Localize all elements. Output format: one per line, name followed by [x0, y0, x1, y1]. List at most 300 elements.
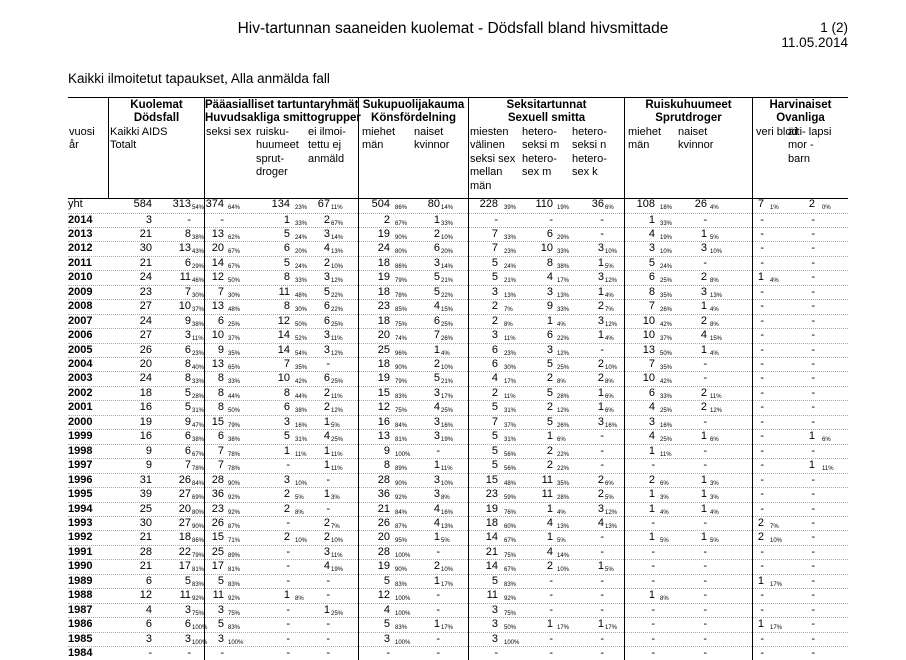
value-cell: - [760, 502, 764, 515]
value-cell: - [600, 343, 604, 356]
value-cell: - [703, 618, 707, 631]
header-group-5 [624, 98, 752, 198]
value-cell: - [651, 603, 655, 616]
value-cell: 3 [597, 271, 604, 284]
value-cell: - [436, 632, 440, 645]
year-cell: yht [68, 198, 83, 210]
percent-cell: 3% [331, 495, 340, 502]
percent-cell: 19% [660, 234, 673, 241]
table-row [68, 617, 848, 631]
value-cell: - [494, 213, 498, 226]
percent-cell: 79% [395, 278, 408, 285]
column-header: ei ilmoi- tettu ej anmäld [308, 126, 346, 165]
percent-cell: 33% [557, 307, 570, 314]
value-cell: - [187, 213, 191, 226]
year-cell: 1999 [68, 430, 93, 443]
value-cell: - [760, 589, 764, 602]
value-cell: 15 [485, 473, 498, 486]
value-cell: 3 [491, 285, 498, 298]
percent-cell: 8% [557, 379, 566, 386]
value-cell: 2 [808, 198, 815, 210]
percent-cell: 4% [710, 509, 719, 516]
percent-cell: 17% [504, 379, 517, 386]
value-cell: 584 [133, 198, 152, 210]
percent-cell: 16% [660, 422, 673, 429]
value-cell: - [703, 589, 707, 602]
value-cell: 4 [491, 372, 498, 385]
value-cell: 8 [184, 372, 191, 385]
percent-cell: 75% [228, 610, 241, 617]
percent-cell: 83% [228, 581, 241, 588]
row-divider [68, 574, 848, 575]
value-cell: 2 [700, 314, 707, 327]
value-cell: 28 [211, 473, 224, 486]
value-cell: 18 [377, 314, 390, 327]
value-cell: 3 [323, 329, 330, 342]
percent-cell: 11% [660, 451, 672, 458]
percent-cell: 12% [331, 408, 344, 415]
percent-cell: 87% [395, 523, 408, 530]
value-cell: 5 [546, 386, 553, 399]
row-divider [68, 487, 848, 488]
value-cell: 10 [642, 314, 655, 327]
percent-cell: 90% [395, 567, 408, 574]
value-cell: - [600, 459, 604, 472]
value-cell: 67 [317, 198, 330, 210]
value-cell: 5 [184, 386, 191, 399]
value-cell: 1 [283, 213, 290, 226]
value-cell: 1 [323, 415, 330, 428]
percent-cell: 16% [441, 509, 454, 516]
value-cell: - [436, 603, 440, 616]
value-cell: - [651, 574, 655, 587]
value-cell: 5 [184, 401, 191, 414]
percent-cell: 38% [557, 263, 570, 270]
value-cell: 11 [179, 271, 191, 284]
year-cell: 1985 [68, 632, 93, 645]
percent-cell: 33% [504, 234, 517, 241]
value-cell: 6 [145, 574, 152, 587]
value-cell: 13 [377, 430, 390, 443]
value-cell: 5 [491, 256, 498, 269]
percent-cell: 12% [331, 278, 344, 285]
value-cell: 6 [491, 343, 498, 356]
value-cell: 4 [323, 430, 330, 443]
value-cell: - [286, 574, 290, 587]
value-cell: - [651, 560, 655, 573]
value-cell: 12 [277, 314, 290, 327]
percent-cell: 83% [504, 581, 517, 588]
value-cell: - [326, 589, 330, 602]
row-divider [68, 386, 848, 387]
value-cell: 17 [211, 560, 224, 573]
value-cell: 1 [597, 560, 604, 573]
value-cell: 21 [139, 256, 152, 269]
percent-cell: 67% [228, 249, 241, 256]
value-cell: 4 [648, 401, 655, 414]
percent-cell: 24% [504, 263, 517, 270]
percent-cell: 10% [295, 538, 308, 545]
value-cell: 23 [485, 488, 498, 501]
value-cell: 2 [757, 516, 764, 529]
percent-cell: 37% [504, 422, 517, 429]
table-row [68, 227, 848, 241]
value-cell: 11 [212, 589, 224, 602]
value-cell: - [760, 632, 764, 645]
value-cell: 36 [591, 198, 604, 210]
value-cell: - [651, 647, 655, 659]
value-cell: 1 [283, 589, 290, 602]
percent-cell: 22% [557, 336, 570, 343]
value-cell: 3 [546, 343, 553, 356]
value-cell: - [286, 459, 290, 472]
value-cell: 4 [648, 227, 655, 240]
table-row [68, 574, 848, 588]
value-cell: - [220, 647, 224, 659]
value-cell: 1 [433, 343, 440, 356]
percent-cell: 83% [395, 393, 408, 400]
percent-cell: 75% [504, 610, 517, 617]
value-cell: - [760, 560, 764, 573]
value-cell: 2 [433, 227, 440, 240]
percent-cell: 22% [331, 292, 344, 299]
row-divider [68, 603, 848, 604]
value-cell: 4 [597, 516, 604, 529]
percent-cell: 25% [557, 365, 570, 371]
table-row [68, 328, 848, 342]
value-cell: - [187, 647, 191, 659]
value-cell: - [703, 213, 707, 226]
group-title: Kuolemat Dödsfall [130, 99, 183, 124]
percent-cell: 13% [441, 523, 454, 530]
percent-cell: 47% [192, 422, 205, 429]
percent-cell: 5% [660, 538, 669, 545]
value-cell: 8 [217, 372, 224, 385]
value-cell: 11 [541, 473, 553, 486]
value-cell: 1 [757, 618, 764, 631]
percent-cell: 12% [557, 350, 570, 357]
column-header: veri blod [756, 126, 798, 138]
value-cell: - [811, 386, 815, 399]
percent-cell: 17% [605, 625, 618, 632]
percent-cell: 11% [441, 466, 453, 473]
value-cell: - [286, 545, 290, 558]
percent-cell: 25% [228, 321, 241, 328]
value-cell: - [600, 227, 604, 240]
value-cell: 10 [642, 372, 655, 385]
value-cell: 1 [700, 502, 707, 515]
percent-cell: 54% [192, 205, 205, 211]
value-cell: 2 [597, 358, 604, 370]
value-cell: 1 [648, 502, 655, 515]
percent-cell: 7% [331, 523, 340, 530]
value-cell: - [386, 647, 390, 659]
report-date: 11.05.2014 [781, 35, 848, 50]
percent-cell: 84% [192, 480, 205, 487]
value-cell: 4 [145, 603, 152, 616]
percent-cell: 12% [710, 408, 723, 415]
value-cell: 20 [139, 358, 152, 370]
value-cell: 5 [383, 618, 390, 631]
value-cell: 1 [597, 256, 604, 269]
value-cell: 3 [383, 632, 390, 645]
year-cell: 2006 [68, 329, 93, 342]
value-cell: 5 [283, 430, 290, 443]
value-cell: - [703, 459, 707, 472]
table-row [68, 213, 848, 227]
row-divider [68, 270, 848, 271]
row-divider [68, 328, 848, 329]
percent-cell: 22% [331, 307, 344, 314]
year-cell: 2010 [68, 271, 93, 284]
value-cell: - [703, 603, 707, 616]
value-cell: - [326, 574, 330, 587]
value-cell: 8 [184, 358, 191, 370]
year-cell: 2012 [68, 242, 93, 255]
value-cell: 13 [642, 343, 655, 356]
value-cell: 24 [139, 372, 152, 385]
year-cell: 1987 [68, 603, 93, 616]
value-cell: 11 [486, 589, 498, 602]
value-cell: 3 [217, 603, 224, 616]
percent-cell: 23% [295, 205, 308, 211]
value-cell: 8 [648, 285, 655, 298]
value-cell: - [600, 603, 604, 616]
value-cell: - [760, 285, 764, 298]
value-cell: 504 [371, 198, 390, 210]
percent-cell: 87% [228, 523, 241, 530]
value-cell: 10 [178, 300, 191, 313]
value-cell: 9 [184, 314, 191, 327]
value-cell: 3 [145, 213, 152, 226]
value-cell: 19 [485, 502, 498, 515]
percent-cell: 31% [295, 437, 308, 444]
value-cell: 3 [700, 285, 707, 298]
table-row [68, 530, 848, 544]
percent-cell: 10% [660, 249, 673, 256]
percent-cell: 10% [331, 263, 344, 270]
percent-cell: 25% [441, 408, 454, 415]
value-cell: - [703, 372, 707, 385]
value-cell: 1 [648, 444, 655, 457]
column-header: hetero- seksi m hetero- sex m [522, 126, 560, 179]
percent-cell: 4% [557, 509, 566, 516]
percent-cell: 10% [710, 249, 723, 256]
value-cell: 6 [184, 618, 191, 631]
value-cell: - [760, 256, 764, 269]
percent-cell: 90% [395, 365, 408, 371]
value-cell: 2 [546, 459, 553, 472]
value-cell: 4 [700, 329, 707, 342]
value-cell: 1 [323, 459, 330, 472]
year-cell: 2004 [68, 358, 93, 370]
column-header: hetero- seksi n hetero- sex k [572, 126, 607, 179]
value-cell: 21 [485, 545, 498, 558]
value-cell: 18 [377, 285, 390, 298]
value-cell: 2 [323, 256, 330, 269]
group-title: Ruiskuhuumeet Sprutdroger [645, 99, 732, 124]
value-cell: - [600, 589, 604, 602]
value-cell: 2 [546, 401, 553, 414]
percent-cell: 69% [192, 495, 205, 502]
row-divider [68, 241, 848, 242]
percent-cell: 8% [295, 509, 304, 516]
header-group-0 [68, 98, 108, 198]
row-divider [68, 530, 848, 531]
percent-cell: 19% [557, 205, 570, 211]
percent-cell: 83% [228, 625, 241, 632]
value-cell: - [760, 314, 764, 327]
percent-cell: 67% [504, 567, 517, 574]
percent-cell: 30% [228, 292, 241, 299]
value-cell: 14 [485, 560, 498, 573]
percent-cell: 59% [504, 495, 517, 502]
value-cell: - [600, 444, 604, 457]
value-cell: 3 [433, 415, 440, 428]
table-row [68, 559, 848, 573]
value-cell: 7 [648, 300, 655, 313]
percent-cell: 35% [557, 480, 570, 487]
value-cell: - [549, 589, 553, 602]
percent-cell: 11% [331, 451, 343, 458]
column-header: miehet män [362, 126, 396, 152]
percent-cell: 0% [822, 205, 831, 211]
percent-cell: 29% [557, 234, 570, 241]
percent-cell: 15% [441, 307, 454, 314]
value-cell: 6 [217, 314, 224, 327]
value-cell: 18 [178, 531, 191, 544]
page-info [781, 20, 848, 50]
value-cell: - [811, 545, 815, 558]
value-cell: 4 [383, 603, 390, 616]
value-cell: 80 [427, 198, 440, 210]
row-divider [68, 285, 848, 286]
value-cell: 3 [323, 343, 330, 356]
value-cell: 26 [377, 516, 390, 529]
value-cell: 4 [433, 401, 440, 414]
percent-cell: 67% [331, 220, 344, 227]
table-row [68, 299, 848, 313]
value-cell: 3 [433, 386, 440, 399]
group-title: Sukupuolijakauma Könsfördelning [362, 99, 465, 124]
value-cell: 1 [546, 502, 553, 515]
value-cell: 3 [597, 415, 604, 428]
percent-cell: 4% [441, 350, 450, 357]
table-row [68, 458, 848, 472]
value-cell: 6 [145, 618, 152, 631]
percent-cell: 79% [395, 379, 408, 386]
row-divider [68, 400, 848, 401]
year-cell: 2009 [68, 285, 93, 298]
percent-cell: 1% [770, 205, 779, 211]
value-cell: 3 [217, 632, 224, 645]
percent-cell: 11% [331, 336, 343, 343]
percent-cell: 83% [395, 625, 408, 632]
value-cell: 24 [139, 271, 152, 284]
percent-cell: 67% [228, 263, 241, 270]
table-row [68, 487, 848, 501]
percent-cell: 75% [192, 610, 205, 617]
percent-cell: 11% [192, 336, 204, 343]
percent-cell: 37% [660, 336, 673, 343]
value-cell: 9 [217, 343, 224, 356]
value-cell: 4 [433, 300, 440, 313]
value-cell: 21 [139, 531, 152, 544]
percent-cell: 65% [228, 365, 241, 371]
year-cell: 2007 [68, 314, 93, 327]
value-cell: - [811, 242, 815, 255]
value-cell: 24 [139, 314, 152, 327]
year-cell: 1993 [68, 516, 93, 529]
value-cell: 1 [648, 531, 655, 544]
value-cell: - [811, 589, 815, 602]
percent-cell: 5% [605, 567, 614, 574]
value-cell: - [811, 632, 815, 645]
header-group-2 [204, 98, 361, 198]
percent-cell: 12% [605, 321, 618, 328]
percent-cell: 38% [192, 437, 205, 444]
value-cell: 4 [648, 430, 655, 443]
column-header: vuosi år [69, 126, 95, 152]
percent-cell: 10% [557, 567, 570, 574]
value-cell: 1 [700, 488, 707, 501]
value-cell: 3 [648, 415, 655, 428]
value-cell: 8 [217, 401, 224, 414]
value-cell: 2 [383, 213, 390, 226]
percent-cell: 7% [770, 523, 779, 530]
percent-cell: 25% [660, 437, 673, 444]
value-cell: 2 [546, 372, 553, 385]
value-cell: 1 [700, 343, 707, 356]
percent-cell: 17% [770, 581, 783, 588]
table-row [68, 343, 848, 357]
percent-cell: 92% [395, 495, 408, 502]
value-cell: 21 [377, 502, 390, 515]
value-cell: 5 [217, 618, 224, 631]
value-cell: 1 [433, 459, 440, 472]
value-cell: 7 [648, 358, 655, 370]
table-row [68, 632, 848, 646]
value-cell: - [811, 343, 815, 356]
value-cell: - [760, 227, 764, 240]
percent-cell: 19% [441, 437, 454, 444]
value-cell: 7 [217, 459, 224, 472]
value-cell: 2 [433, 358, 440, 370]
percent-cell: 81% [395, 437, 408, 444]
value-cell: - [600, 213, 604, 226]
value-cell: - [703, 545, 707, 558]
page-number: 1 (2) [820, 20, 848, 35]
percent-cell: 40% [192, 365, 205, 371]
value-cell: 1 [597, 285, 604, 298]
table-row [68, 588, 848, 602]
percent-cell: 62% [228, 234, 241, 241]
value-cell: 3 [283, 415, 290, 428]
percent-cell: 6% [605, 393, 614, 400]
value-cell: 1 [700, 227, 707, 240]
value-cell: 3 [323, 271, 330, 284]
table-row [68, 371, 848, 385]
percent-cell: 48% [504, 480, 517, 487]
value-cell: 3 [433, 488, 440, 501]
year-cell: 2002 [68, 386, 93, 399]
value-cell: 14 [277, 343, 290, 356]
value-cell: 1 [808, 430, 815, 443]
value-cell: 3 [597, 502, 604, 515]
value-cell: 39 [139, 488, 152, 501]
value-cell: 20 [178, 502, 191, 515]
table-header [68, 97, 848, 199]
